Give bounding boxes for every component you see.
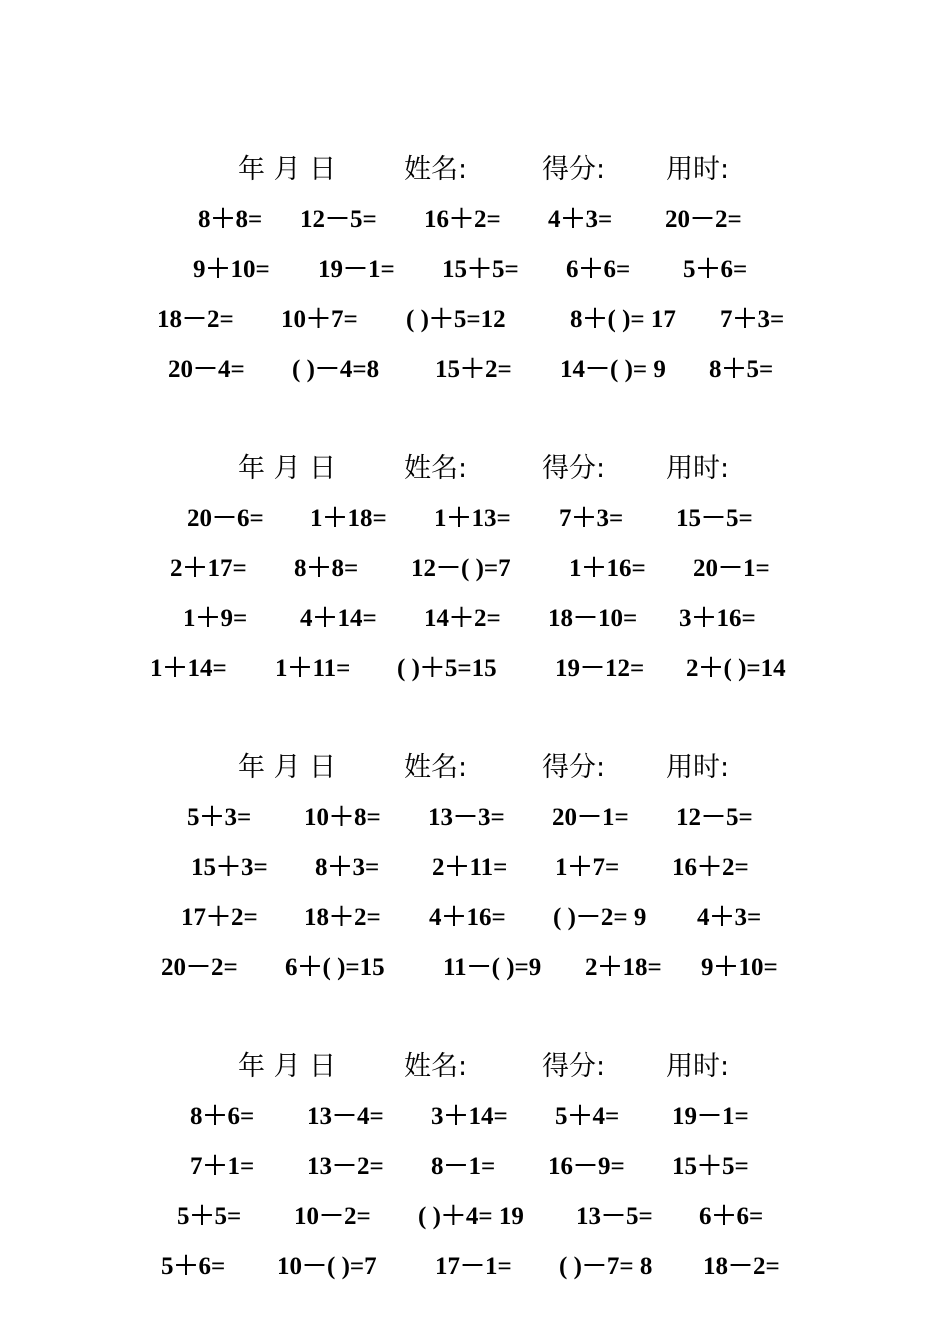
math-problem: 15＋5= [442,256,519,283]
math-problem: 5＋4= [555,1103,620,1130]
math-problem: 6＋6= [566,256,631,283]
name-label: 姓名: [404,752,468,783]
math-problem: 13－2= [307,1153,384,1180]
math-problem: 3＋16= [679,605,756,632]
math-problem: 16－9= [548,1153,625,1180]
math-problem: 1＋14= [150,655,227,682]
exercise-section [0,743,950,993]
problem-row [0,195,950,245]
math-problem: 4＋3= [548,206,613,233]
time-label: 用时: [666,752,730,783]
problem-row [0,494,950,544]
math-problem: 18－2= [157,306,234,333]
date-label: 年 月 日 [238,453,337,484]
math-problem: 4＋14= [300,605,377,632]
math-problem: 2＋17= [170,555,247,582]
math-problem: ( )－7= 8 [559,1253,653,1280]
math-problem: 20－2= [161,954,238,981]
math-problem: 8＋3= [315,854,380,881]
math-problem: ( )＋4= 19 [418,1203,524,1230]
time-label: 用时: [666,154,730,185]
time-label: 用时: [666,453,730,484]
problem-row [0,295,950,345]
math-problem: 1＋18= [310,505,387,532]
math-problem: 15＋5= [672,1153,749,1180]
math-problem: 1＋11= [275,655,351,682]
math-problem: 20－1= [693,555,770,582]
math-problem: 12－5= [676,804,753,831]
math-problem: 8＋( )= 17 [570,306,676,333]
math-problem: 3＋14= [431,1103,508,1130]
problem-row [0,1092,950,1142]
date-label: 年 月 日 [238,154,337,185]
problem-row [0,544,950,594]
math-problem: 1＋9= [183,605,248,632]
problem-row [0,644,950,694]
math-problem: 4＋16= [429,904,506,931]
section-header [0,444,950,494]
name-label: 姓名: [404,453,468,484]
problem-row [0,245,950,295]
math-problem: 5＋5= [177,1203,242,1230]
math-problem: 17－1= [435,1253,512,1280]
math-problem: 9＋10= [701,954,778,981]
math-problem: 12－( )=7 [411,555,511,582]
score-label: 得分: [542,752,606,783]
math-problem: 13－4= [307,1103,384,1130]
math-problem: 17＋2= [181,904,258,931]
math-problem: 8－1= [431,1153,496,1180]
math-problem: 7＋3= [720,306,785,333]
section-header [0,145,950,195]
math-problem: 14－( )= 9 [560,356,666,383]
math-problem: 8＋5= [709,356,774,383]
date-label: 年 月 日 [238,752,337,783]
math-problem: 20－1= [552,804,629,831]
name-label: 姓名: [404,154,468,185]
math-problem: 2＋11= [432,854,508,881]
problem-row [0,1142,950,1192]
math-problem: 2＋( )=14 [686,655,786,682]
math-problem: 10－( )=7 [277,1253,377,1280]
section-header [0,743,950,793]
math-problem: 19－1= [318,256,395,283]
problem-row [0,345,950,395]
score-label: 得分: [542,1051,606,1082]
name-label: 姓名: [404,1051,468,1082]
math-problem: 8＋6= [190,1103,255,1130]
time-label: 用时: [666,1051,730,1082]
math-problem: 8＋8= [294,555,359,582]
math-problem: 4＋3= [697,904,762,931]
problem-row [0,594,950,644]
math-problem: 20－2= [665,206,742,233]
math-problem: 18－10= [548,605,638,632]
math-problem: ( )－4=8 [292,356,380,383]
score-label: 得分: [542,154,606,185]
math-problem: 20－4= [168,356,245,383]
math-problem: 11－( )=9 [443,954,542,981]
math-problem: 7＋3= [559,505,624,532]
math-problem: ( )＋5=15 [397,655,497,682]
problem-row [0,1242,950,1292]
section-header [0,1042,950,1092]
date-label: 年 月 日 [238,1051,337,1082]
score-label: 得分: [542,453,606,484]
math-problem: 12－5= [300,206,377,233]
math-problem: 10＋7= [281,306,358,333]
exercise-section [0,145,950,395]
math-problem: 9＋10= [193,256,270,283]
math-problem: 5＋3= [187,804,252,831]
math-problem: 15－5= [676,505,753,532]
math-problem: 1＋13= [434,505,511,532]
problem-row [0,1192,950,1242]
math-problem: ( )＋5=12 [406,306,506,333]
math-problem: 6＋( )=15 [285,954,385,981]
math-problem: 10－2= [294,1203,371,1230]
math-problem: 5＋6= [161,1253,226,1280]
math-problem: 10＋8= [304,804,381,831]
math-problem: 18＋2= [304,904,381,931]
math-problem: 19－12= [555,655,645,682]
math-problem: 13－5= [576,1203,653,1230]
math-problem: 7＋1= [190,1153,255,1180]
math-problem: 18－2= [703,1253,780,1280]
math-problem: 16＋2= [424,206,501,233]
problem-row [0,893,950,943]
math-problem: 15＋3= [191,854,268,881]
math-problem: 2＋18= [585,954,662,981]
math-problem: 14＋2= [424,605,501,632]
exercise-section [0,1042,950,1292]
math-problem: 6＋6= [699,1203,764,1230]
problem-row [0,943,950,993]
math-problem: 1＋16= [569,555,646,582]
math-problem: ( )－2= 9 [553,904,647,931]
math-problem: 5＋6= [683,256,748,283]
problem-row [0,793,950,843]
exercise-section [0,444,950,694]
math-problem: 13－3= [428,804,505,831]
math-problem: 15＋2= [435,356,512,383]
math-problem: 20－6= [187,505,264,532]
math-problem: 8＋8= [198,206,263,233]
math-problem: 16＋2= [672,854,749,881]
math-problem: 19－1= [672,1103,749,1130]
math-problem: 1＋7= [555,854,620,881]
problem-row [0,843,950,893]
